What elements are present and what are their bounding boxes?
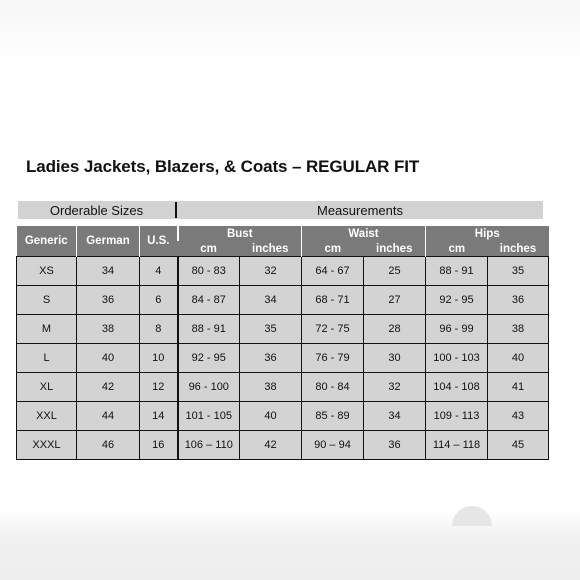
cell-hips-inches: 45 [488, 431, 549, 460]
cell-bust-inches: 40 [240, 402, 302, 431]
cell-german: 34 [77, 257, 140, 286]
cell-bust-inches: 42 [240, 431, 302, 460]
cell-waist-cm: 64 - 67 [302, 257, 364, 286]
cell-german: 44 [77, 402, 140, 431]
cell-waist-cm: 72 - 75 [302, 315, 364, 344]
cell-german: 40 [77, 344, 140, 373]
cell-bust-cm: 92 - 95 [178, 344, 240, 373]
corner-bubble [452, 506, 492, 526]
cell-bust-inches: 38 [240, 373, 302, 402]
cell-us: 4 [140, 257, 178, 286]
cell-waist-inches: 34 [364, 402, 426, 431]
cell-hips-inches: 35 [488, 257, 549, 286]
table-row [17, 286, 549, 315]
cell-us: 14 [140, 402, 178, 431]
cell-hips-inches: 41 [488, 373, 549, 402]
table-row [17, 315, 549, 344]
cell-bust-inches: 32 [240, 257, 302, 286]
header-generic: Generic [17, 226, 77, 257]
size-chart-table [16, 226, 549, 460]
cell-hips-inches: 43 [488, 402, 549, 431]
cell-us: 10 [140, 344, 178, 373]
table-row [17, 402, 549, 431]
header-bust-inches: inches [240, 241, 302, 257]
cell-hips-cm: 100 - 103 [426, 344, 488, 373]
table-row [17, 344, 549, 373]
cell-bust-cm: 101 - 105 [178, 402, 240, 431]
cell-bust-cm: 106 – 110 [178, 431, 240, 460]
header-us: U.S. [140, 226, 178, 257]
top-background-band [0, 0, 580, 70]
cell-generic: XXL [17, 402, 77, 431]
cell-bust-cm: 88 - 91 [178, 315, 240, 344]
header-bust-cm: cm [178, 241, 240, 257]
cell-hips-cm: 96 - 99 [426, 315, 488, 344]
orderable-sizes-group: Orderable Sizes [49, 202, 144, 218]
cell-hips-cm: 109 - 113 [426, 402, 488, 431]
table-row [17, 373, 549, 402]
cell-waist-cm: 85 - 89 [302, 402, 364, 431]
cell-hips-cm: 88 - 91 [426, 257, 488, 286]
cell-waist-inches: 28 [364, 315, 426, 344]
cell-bust-inches: 35 [240, 315, 302, 344]
size-chart-title: Ladies Jackets, Blazers, & Coats – REGULAR FIT [26, 157, 420, 176]
cell-bust-cm: 80 - 83 [178, 257, 240, 286]
cell-waist-inches: 27 [364, 286, 426, 315]
cell-hips-inches: 36 [488, 286, 549, 315]
cell-generic: L [17, 344, 77, 373]
cell-us: 8 [140, 315, 178, 344]
header-waist-cm: cm [302, 241, 364, 257]
cell-generic: XL [17, 373, 77, 402]
cell-german: 42 [77, 373, 140, 402]
header-german: German [77, 226, 140, 257]
cell-generic: XS [17, 257, 77, 286]
cell-hips-inches: 40 [488, 344, 549, 373]
cell-bust-cm: 96 - 100 [178, 373, 240, 402]
header-row-groups [17, 226, 549, 241]
cell-generic: S [17, 286, 77, 315]
header-waist-inches: inches [364, 241, 426, 257]
cell-waist-inches: 30 [364, 344, 426, 373]
cell-waist-cm: 68 - 71 [302, 286, 364, 315]
cell-hips-inches: 38 [488, 315, 549, 344]
cell-us: 6 [140, 286, 178, 315]
cell-bust-inches: 36 [240, 344, 302, 373]
cell-waist-cm: 80 - 84 [302, 373, 364, 402]
cell-us: 16 [140, 431, 178, 460]
cell-german: 38 [77, 315, 140, 344]
column-group-bar [18, 201, 543, 219]
cell-bust-cm: 84 - 87 [178, 286, 240, 315]
cell-bust-inches: 34 [240, 286, 302, 315]
table-row [17, 431, 549, 460]
header-bust: Bust [178, 226, 302, 241]
cell-generic: M [17, 315, 77, 344]
cell-waist-cm: 90 – 94 [302, 431, 364, 460]
measurements-group: Measurements [317, 202, 403, 218]
header-waist: Waist [302, 226, 426, 241]
table-row [17, 257, 549, 286]
header-hips: Hips [426, 226, 549, 241]
cell-hips-cm: 92 - 95 [426, 286, 488, 315]
cell-waist-inches: 25 [364, 257, 426, 286]
cell-waist-cm: 76 - 79 [302, 344, 364, 373]
cell-generic: XXXL [17, 431, 77, 460]
header-hips-inches: inches [488, 241, 549, 257]
cell-german: 36 [77, 286, 140, 315]
bottom-background-band [0, 510, 580, 580]
cell-waist-inches: 32 [364, 373, 426, 402]
cell-hips-cm: 104 - 108 [426, 373, 488, 402]
cell-us: 12 [140, 373, 178, 402]
cell-german: 46 [77, 431, 140, 460]
cell-waist-inches: 36 [364, 431, 426, 460]
header-hips-cm: cm [426, 241, 488, 257]
cell-hips-cm: 114 – 118 [426, 431, 488, 460]
